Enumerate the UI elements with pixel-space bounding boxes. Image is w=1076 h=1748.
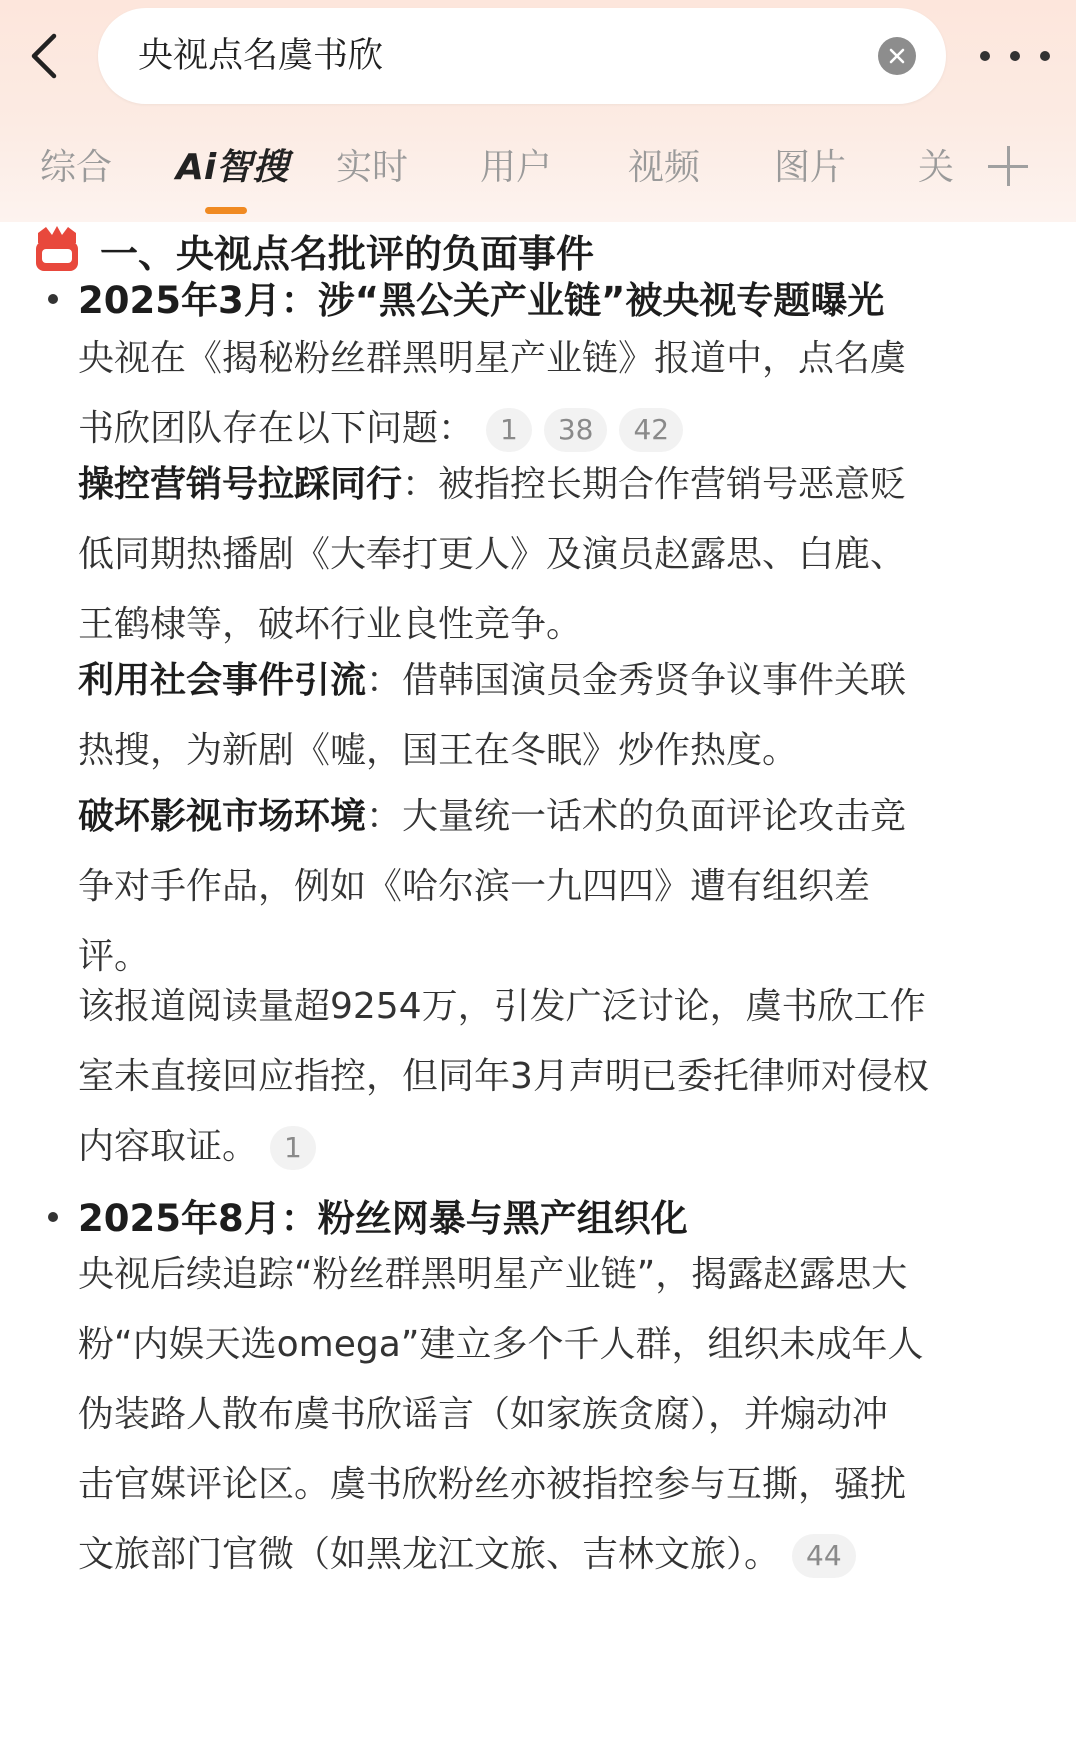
text-segment: 文旅部门官微（如黑龙江文旅、吉林文旅）。 — [78, 1534, 781, 1575]
text-line: 争对手作品，例如《哈尔滨一九四四》遭有组织差 — [78, 866, 871, 907]
tab-videos[interactable]: 视频 — [628, 147, 701, 188]
item-heading: 2025年8月：粉丝网暴与黑产组织化 — [78, 1197, 688, 1240]
point-paragraph — [78, 782, 1038, 992]
back-arrow-icon — [28, 32, 58, 80]
clear-search-button[interactable] — [878, 37, 916, 75]
back-button[interactable] — [18, 28, 68, 84]
citation-badge[interactable]: 1 — [486, 408, 532, 452]
more-options-button[interactable] — [980, 38, 1050, 74]
point-paragraph — [78, 646, 1038, 786]
active-tab-indicator — [205, 207, 247, 214]
point-title: 利用社会事件引流 — [78, 660, 367, 701]
red-box-icon — [32, 225, 82, 275]
more-dot-icon — [980, 51, 990, 61]
text-segment: ：大量统一话术的负面评论攻击竞 — [366, 796, 907, 837]
section-title: 一、央视点名批评的负面事件 — [100, 231, 595, 276]
item-heading: 2025年3月：涉“黑公关产业链”被央视专题曝光 — [78, 279, 885, 322]
text-segment: 内容取证。 — [78, 1126, 259, 1167]
point-title: 操控营销号拉踩同行 — [78, 464, 403, 505]
tab-comprehensive[interactable]: 综合 — [40, 147, 113, 188]
text-line: 央视在《揭秘粉丝群黑明星产业链》报道中，点名虞 — [78, 338, 907, 379]
more-dot-icon — [1010, 51, 1020, 61]
close-icon — [889, 48, 905, 64]
citation-badge[interactable]: 1 — [270, 1126, 316, 1170]
text-line — [78, 450, 1038, 520]
text-line — [78, 646, 1038, 716]
text-line: 热搜，为新剧《嘘，国王在冬眠》炒作热度。 — [78, 730, 799, 771]
text-segment: ：借韩国演员金秀贤争议事件关联 — [366, 660, 907, 701]
tab-more[interactable]: 关 — [918, 147, 955, 188]
text-line: 该报道阅读量超9254万，引发广泛讨论，虞书欣工作 — [78, 986, 926, 1027]
item-intro — [78, 324, 1038, 464]
text-line: 室未直接回应指控，但同年3月声明已委托律师对侵权 — [78, 1056, 929, 1097]
text-segment: 书欣团队存在以下问题： — [78, 408, 475, 449]
text-segment: ：被指控长期合作营销号恶意贬 — [402, 464, 907, 505]
summary-paragraph — [78, 972, 1038, 1182]
text-line: 粉“内娱天选omega”建立多个千人群，组织未成年人 — [78, 1324, 924, 1365]
citation-badge[interactable]: 38 — [544, 408, 608, 452]
citation-badge[interactable]: 42 — [619, 408, 683, 452]
bullet-dot — [48, 294, 58, 304]
add-tab-icon[interactable] — [988, 146, 1028, 186]
point-paragraph — [78, 450, 1038, 660]
text-line — [78, 1112, 1038, 1182]
more-dot-icon — [1040, 51, 1050, 61]
text-line: 央视后续追踪“粉丝群黑明星产业链”，揭露赵露思大 — [78, 1254, 908, 1295]
text-line — [78, 782, 1038, 852]
tab-realtime[interactable]: 实时 — [336, 147, 409, 188]
search-input[interactable]: 央视点名虞书欣 — [138, 36, 384, 76]
point-title: 破坏影视市场环境 — [78, 796, 367, 837]
bullet-dot — [48, 1212, 58, 1222]
tab-users[interactable]: 用户 — [480, 147, 553, 188]
text-line: 评。 — [78, 936, 151, 977]
text-line: 王鹤棣等，破坏行业良性竞争。 — [78, 604, 583, 645]
citation-badge[interactable]: 44 — [792, 1534, 856, 1578]
tab-ai-search[interactable]: Ai智搜 — [176, 147, 289, 188]
tab-images[interactable]: 图片 — [774, 147, 847, 188]
item-body — [78, 1240, 1038, 1590]
text-line: 伪装路人散布虞书欣谣言（如家族贪腐），并煽动冲 — [78, 1394, 889, 1435]
text-line: 低同期热播剧《大奉打更人》及演员赵露思、白鹿、 — [78, 534, 907, 575]
text-line — [78, 1520, 1038, 1590]
search-bar[interactable] — [98, 8, 946, 104]
text-line: 击官媒评论区。虞书欣粉丝亦被指控参与互撕，骚扰 — [78, 1464, 907, 1505]
